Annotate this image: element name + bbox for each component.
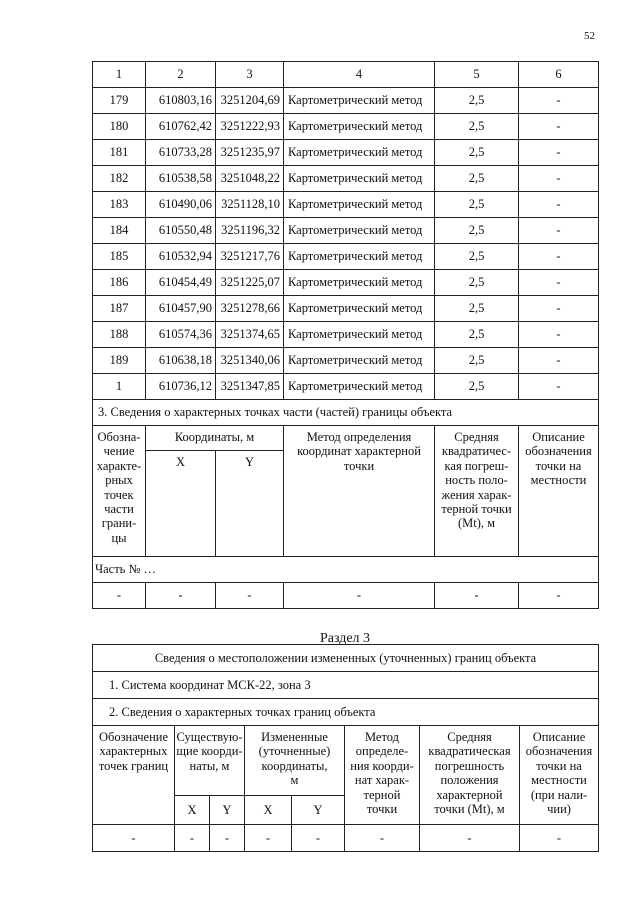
existing-y-header: Y bbox=[210, 795, 245, 824]
header-cell: 6 bbox=[519, 62, 599, 88]
table-cell: 3251235,97 bbox=[216, 140, 284, 166]
table-cell: 3251204,69 bbox=[216, 88, 284, 114]
table-cell: 180 bbox=[93, 114, 146, 140]
table-cell: - bbox=[435, 583, 519, 609]
table-cell: Картометрический метод bbox=[284, 114, 435, 140]
table-cell: Картометрический метод bbox=[284, 140, 435, 166]
table-cell: - bbox=[519, 140, 599, 166]
points-section-title: 2. Сведения о характерных точках границ объекта bbox=[93, 699, 599, 726]
part-y-header: Y bbox=[216, 451, 284, 557]
table-row bbox=[93, 218, 599, 244]
table-cell: 187 bbox=[93, 296, 146, 322]
table-row bbox=[93, 270, 599, 296]
table-cell: 183 bbox=[93, 192, 146, 218]
table-cell: - bbox=[519, 348, 599, 374]
table-cell: 610736,12 bbox=[146, 374, 216, 400]
table-cell: 610803,16 bbox=[146, 88, 216, 114]
page-number: 52 bbox=[584, 30, 595, 42]
table-cell: 3251225,07 bbox=[216, 270, 284, 296]
table-cell: 3251222,93 bbox=[216, 114, 284, 140]
table-cell: - bbox=[519, 218, 599, 244]
table-cell: - bbox=[292, 825, 345, 852]
table-cell: 184 bbox=[93, 218, 146, 244]
table-cell: - bbox=[93, 825, 175, 852]
table-cell: - bbox=[519, 88, 599, 114]
table-cell: 3251196,32 bbox=[216, 218, 284, 244]
table-cell: - bbox=[175, 825, 210, 852]
changed-coords-header: Измененные (уточненные) координаты, м bbox=[245, 726, 345, 796]
table-cell: - bbox=[519, 583, 599, 609]
table-cell: 610638,18 bbox=[146, 348, 216, 374]
table-cell: 3251374,65 bbox=[216, 322, 284, 348]
table-cell: 2,5 bbox=[435, 270, 519, 296]
table-cell: 610490,06 bbox=[146, 192, 216, 218]
table-cell: 179 bbox=[93, 88, 146, 114]
table-cell: - bbox=[520, 825, 599, 852]
table-row bbox=[93, 374, 599, 400]
table-row bbox=[93, 348, 599, 374]
column-number-row bbox=[93, 62, 599, 88]
existing-coords-header: Существую- щие коорди- наты, м bbox=[175, 726, 245, 796]
table-cell: 2,5 bbox=[435, 192, 519, 218]
table-cell: 2,5 bbox=[435, 218, 519, 244]
part-x-header: X bbox=[146, 451, 216, 557]
table-cell: - bbox=[519, 296, 599, 322]
table-cell: Картометрический метод bbox=[284, 88, 435, 114]
table-cell: 610454,49 bbox=[146, 270, 216, 296]
table-cell: 2,5 bbox=[435, 322, 519, 348]
table-cell: - bbox=[245, 825, 292, 852]
table-cell: 185 bbox=[93, 244, 146, 270]
table-cell: 2,5 bbox=[435, 296, 519, 322]
table-cell: 189 bbox=[93, 348, 146, 374]
table-cell: 181 bbox=[93, 140, 146, 166]
table-cell: - bbox=[519, 166, 599, 192]
empty-points-row bbox=[93, 825, 599, 852]
table-cell: Картометрический метод bbox=[284, 218, 435, 244]
table-cell: 3251278,66 bbox=[216, 296, 284, 322]
table-cell: 182 bbox=[93, 166, 146, 192]
section-title: Раздел 3 bbox=[319, 631, 371, 646]
table-cell: 1 bbox=[93, 374, 146, 400]
table-cell: - bbox=[284, 583, 435, 609]
part-description-header: Описание обозначения точки на местности bbox=[519, 426, 599, 557]
part-accuracy-header: Средняя квадратичес- кая погреш- ность поло- жения харак- терной точки (Mt), м bbox=[435, 426, 519, 557]
header-cell: 5 bbox=[435, 62, 519, 88]
table-cell: Картометрический метод bbox=[284, 166, 435, 192]
part-designation-header: Обозна- чение характе- рных точек части грани- цы bbox=[93, 426, 146, 557]
table-cell: 3251217,76 bbox=[216, 244, 284, 270]
header-cell: 1 bbox=[93, 62, 146, 88]
table-cell: 2,5 bbox=[435, 166, 519, 192]
part-section-title: 3. Сведения о характерных точках части (частей) границы объекта bbox=[93, 400, 599, 426]
table-cell: Картометрический метод bbox=[284, 348, 435, 374]
table-cell: - bbox=[420, 825, 520, 852]
table-cell: - bbox=[519, 114, 599, 140]
table-cell: - bbox=[210, 825, 245, 852]
table-cell: 610550,48 bbox=[146, 218, 216, 244]
table-row bbox=[93, 192, 599, 218]
boundary-points-table bbox=[92, 61, 599, 609]
table-cell: - bbox=[345, 825, 420, 852]
header-cell: 3 bbox=[216, 62, 284, 88]
table-cell: 186 bbox=[93, 270, 146, 296]
part-method-header: Метод определения координат характерной точки bbox=[284, 426, 435, 557]
table-cell: Картометрический метод bbox=[284, 270, 435, 296]
table-cell: Картометрический метод bbox=[284, 192, 435, 218]
table-cell: 188 bbox=[93, 322, 146, 348]
table-cell: 2,5 bbox=[435, 244, 519, 270]
table-cell: 2,5 bbox=[435, 140, 519, 166]
table-cell: - bbox=[146, 583, 216, 609]
section-heading: Сведения о местоположении измененных (уточненных) границ объекта bbox=[93, 645, 599, 672]
method-header: Метод определе- ния коорди- нат харак- терной точки bbox=[345, 726, 420, 825]
table-cell: Картометрический метод bbox=[284, 374, 435, 400]
table-cell: 2,5 bbox=[435, 374, 519, 400]
table-cell: - bbox=[519, 244, 599, 270]
table-row bbox=[93, 166, 599, 192]
table-cell: - bbox=[93, 583, 146, 609]
table-cell: 610762,42 bbox=[146, 114, 216, 140]
table-row bbox=[93, 244, 599, 270]
table-cell: 3251347,85 bbox=[216, 374, 284, 400]
table-cell: 2,5 bbox=[435, 88, 519, 114]
table-cell: - bbox=[519, 192, 599, 218]
table-cell: 3251128,10 bbox=[216, 192, 284, 218]
table-cell: - bbox=[519, 270, 599, 296]
table-row bbox=[93, 322, 599, 348]
accuracy-header: Средняя квадратическая погрешность положения характерной точки (Mt), м bbox=[420, 726, 520, 825]
table-cell: 610532,94 bbox=[146, 244, 216, 270]
part-empty-row bbox=[93, 583, 599, 609]
table-cell: 3251340,06 bbox=[216, 348, 284, 374]
table-row bbox=[93, 296, 599, 322]
table-cell: - bbox=[519, 322, 599, 348]
designation-header: Обозначение характерных точек границ bbox=[93, 726, 175, 825]
part-label: Часть № … bbox=[93, 557, 599, 583]
coordinate-system: 1. Система координат МСК-22, зона 3 bbox=[93, 672, 599, 699]
table-cell: Картометрический метод bbox=[284, 244, 435, 270]
changed-y-header: Y bbox=[292, 795, 345, 824]
table-cell: 3251048,22 bbox=[216, 166, 284, 192]
table-cell: 610457,90 bbox=[146, 296, 216, 322]
changed-x-header: X bbox=[245, 795, 292, 824]
table-cell: 2,5 bbox=[435, 348, 519, 374]
header-cell: 4 bbox=[284, 62, 435, 88]
existing-x-header: X bbox=[175, 795, 210, 824]
table-cell: 610538,58 bbox=[146, 166, 216, 192]
table-cell: - bbox=[519, 374, 599, 400]
changed-boundaries-table bbox=[92, 644, 599, 852]
table-cell: Картометрический метод bbox=[284, 322, 435, 348]
table-row bbox=[93, 140, 599, 166]
table-cell: 2,5 bbox=[435, 114, 519, 140]
header-cell: 2 bbox=[146, 62, 216, 88]
table-cell: 610733,28 bbox=[146, 140, 216, 166]
table-row bbox=[93, 88, 599, 114]
description-header: Описание обозначения точки на местности (при нали- чии) bbox=[520, 726, 599, 825]
table-cell: 610574,36 bbox=[146, 322, 216, 348]
table-cell: Картометрический метод bbox=[284, 296, 435, 322]
table-row bbox=[93, 114, 599, 140]
part-coords-header: Координаты, м bbox=[146, 426, 284, 451]
table-cell: - bbox=[216, 583, 284, 609]
